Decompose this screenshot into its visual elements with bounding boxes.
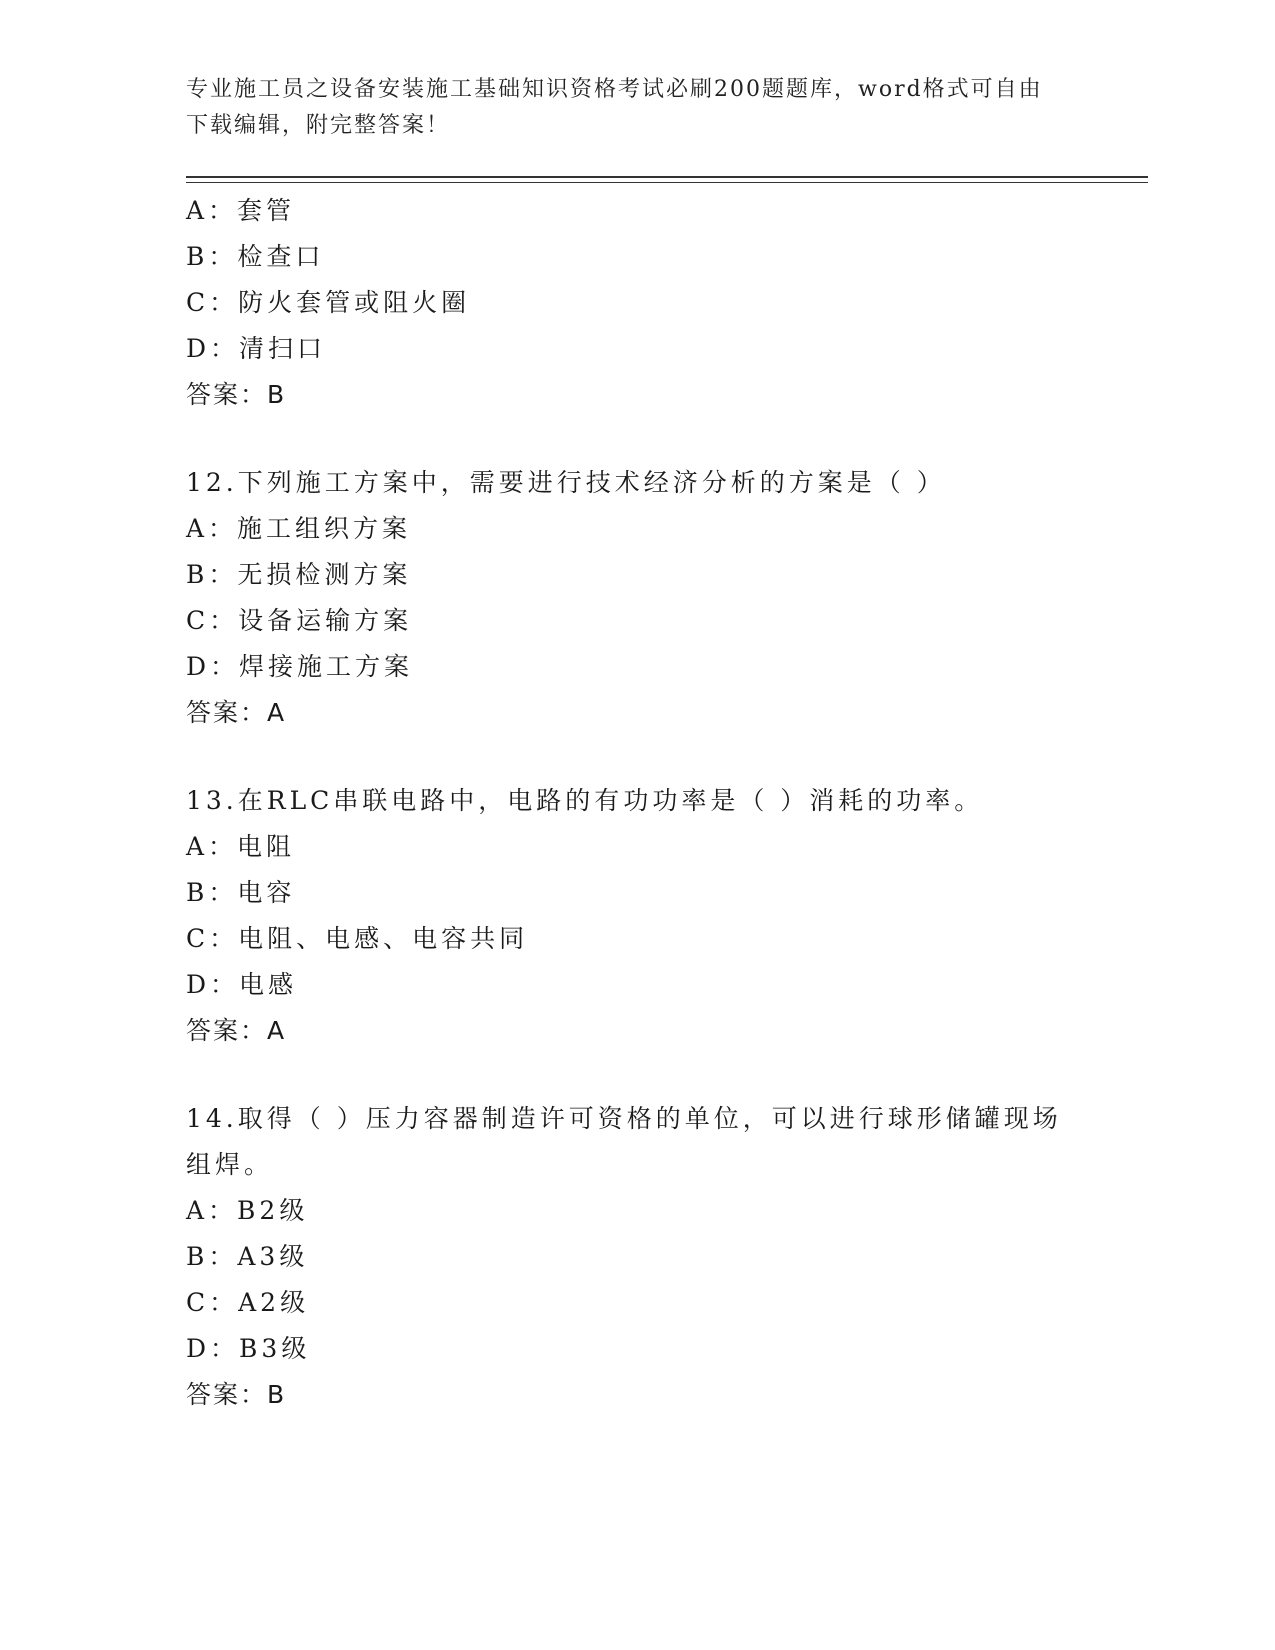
question-stem: 13.在RLC串联电路中，电路的有功功率是（ ）消耗的功率。 xyxy=(186,786,984,815)
option-d: D：电感 xyxy=(186,970,298,999)
answer-line: 答案：B xyxy=(186,1380,287,1409)
header-divider-thick xyxy=(186,176,1148,178)
question-block-14 xyxy=(186,1096,1086,1418)
question-stem: 14.取得（ ）压力容器制造许可资格的单位，可以进行球形储罐现场组焊。 xyxy=(186,1104,1062,1179)
question-stem: 12.下列施工方案中，需要进行技术经济分析的方案是（ ） xyxy=(186,468,946,497)
option-c: C：设备运输方案 xyxy=(186,606,413,635)
answer-line: 答案：A xyxy=(186,698,287,727)
option-c: C：电阻、电感、电容共同 xyxy=(186,924,529,953)
option-b: B：A3级 xyxy=(186,1242,309,1271)
option-c: C：A2级 xyxy=(186,1288,310,1317)
option-d: D：清扫口 xyxy=(186,334,327,363)
option-a: A：施工组织方案 xyxy=(186,514,412,543)
option-c: C：防火套管或阻火圈 xyxy=(186,288,471,317)
document-header: 专业施工员之设备安装施工基础知识资格考试必刷200题题库，word格式可自由下载编辑，附完整答案！ xyxy=(186,77,1043,138)
option-b: B：检查口 xyxy=(186,242,325,271)
question-block-11 xyxy=(186,188,1086,418)
option-a: A：电阻 xyxy=(186,832,296,861)
header-divider-thin xyxy=(186,182,1148,183)
answer-line: 答案：B xyxy=(186,380,287,409)
answer-line: 答案：A xyxy=(186,1016,287,1045)
option-b: B：电容 xyxy=(186,878,296,907)
option-d: D：B3级 xyxy=(186,1334,311,1363)
option-a: A：套管 xyxy=(186,196,296,225)
option-b: B：无损检测方案 xyxy=(186,560,412,589)
question-list xyxy=(186,188,1086,1418)
question-block-12 xyxy=(186,460,1086,736)
option-d: D：焊接施工方案 xyxy=(186,652,414,681)
question-block-13 xyxy=(186,778,1086,1054)
option-a: A：B2级 xyxy=(186,1196,309,1225)
